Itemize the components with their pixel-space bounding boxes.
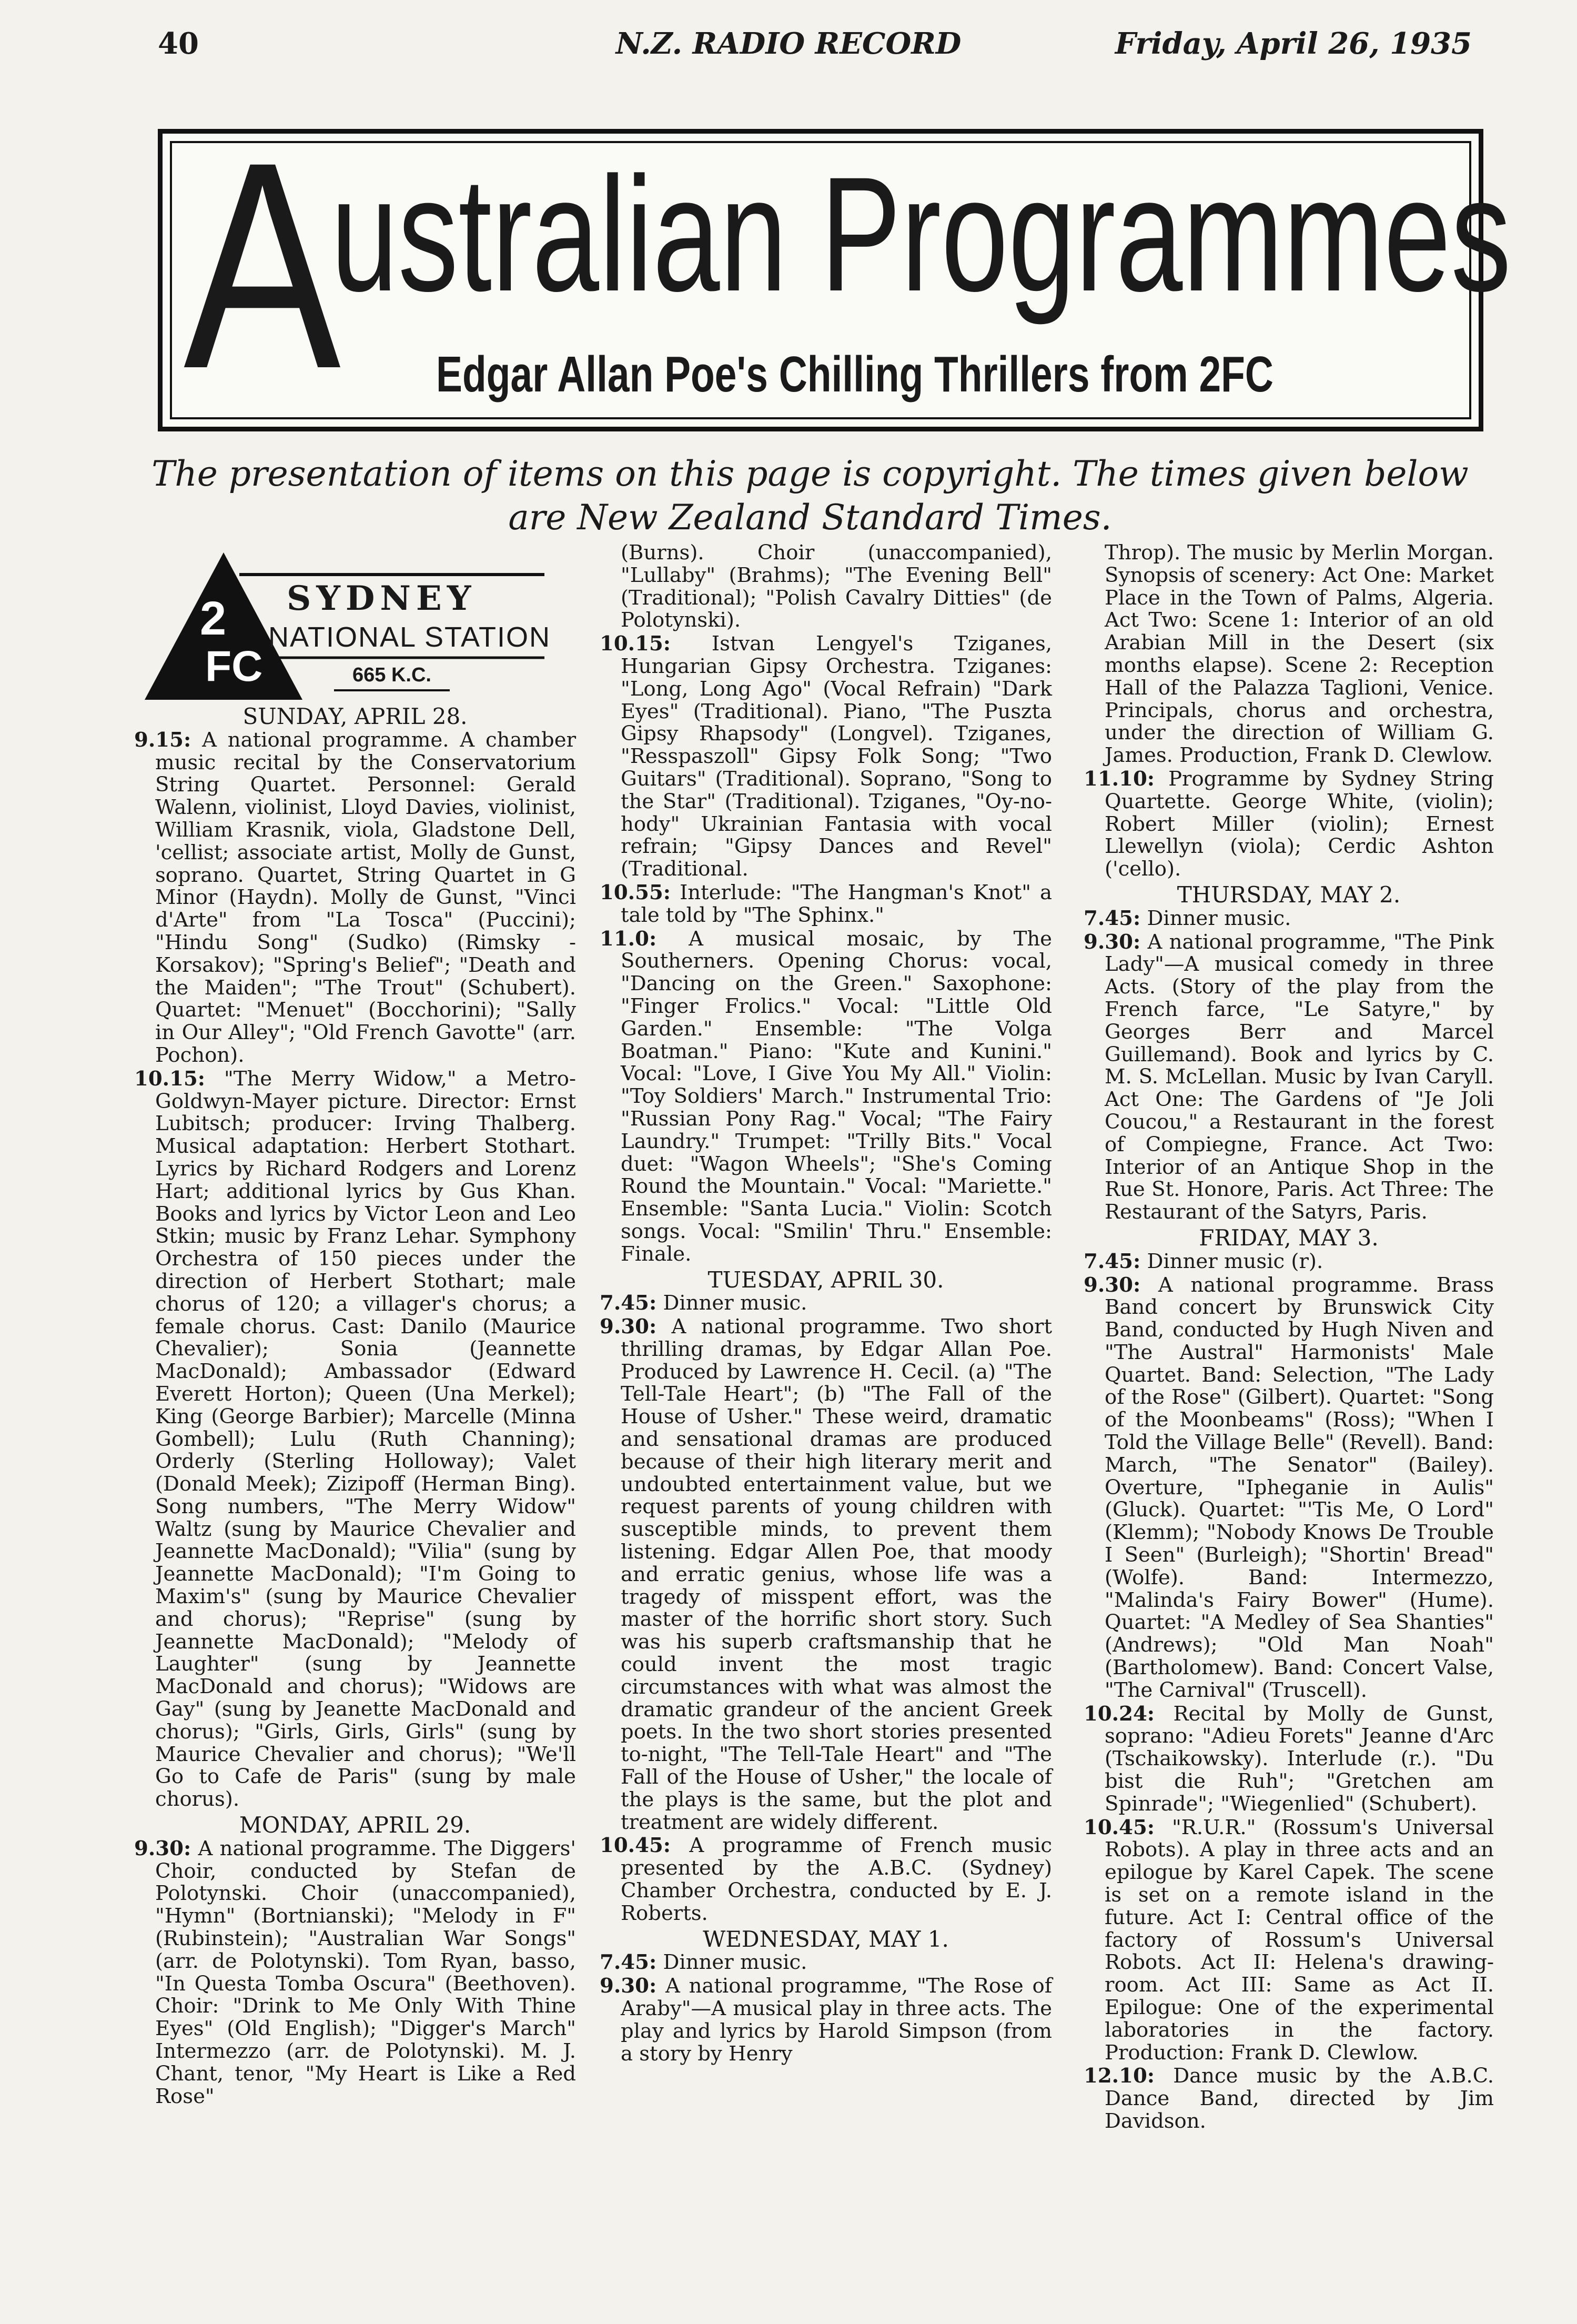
- station-logo: [134, 547, 576, 705]
- programme-text: A national programme. Brass Band concert by Brunswick City Band, conducted by Hugh Niven and "The Austral" Harmonists' Male Quartet. Band: Selection, "The Lady of the Rose" (Gilbert). Quartet: "Song of the Moonbeams" (Ross); "When I Told the Village Belle" (Revell). Band: March, "The Senator" (Bailey). Overture, "Ipheganie in Aulis" (Gluck). Quartet: "'Tis Me, O Lord" (Klemm); "Nobody Knows De Trouble I Seen" (Burleigh); "Shortin' Bread" (Wolfe). Band: Intermezzo, "Malinda's Fairy Bower" (Hume). Quartet: "A Medley of Sea Shanties" (Andrews); "Old Man Noah" (Bartholomew). Band: Concert Valse, "The Carnival" (Truscell).: [1105, 1273, 1494, 1702]
- programme-entry: [600, 1835, 1052, 1925]
- programme-text: Dance music by the A.B.C. Dance Band, directed by Jim Davidson.: [1105, 2064, 1494, 2133]
- programme-entry: [1084, 2065, 1494, 2132]
- programme-continuation: [600, 542, 1052, 632]
- programme-time: 10.15:: [600, 632, 671, 656]
- column-2: [600, 542, 1052, 2066]
- programme-text: Dinner music.: [663, 1950, 807, 1975]
- programme-time: 9.30:: [134, 1836, 191, 1860]
- day-heading: MONDAY, APRIL 29.: [239, 1812, 471, 1838]
- programme-text: A national programme. A chamber music recital by the Conservatorium String Quartet. Personnel: Gerald Walenn, violinist, Lloyd Davies, violinist, William Krasnik, viola, Gladstone Dell, 'cellist; associate artist, Molly de Gunst, soprano. Quartet, String Quartet in G Minor (Haydn). Molly de Gunst, "Vinci d'Arte" from "La Tosca" (Puccini); "Hindu Song" (Sudko) (Rimsky - Korsakov); "Spring's Belief"; "Death and the Maiden"; "The Trout" (Schubert). Quartet: "Menuet" (Bocchorini); "Sally in Our Alley"; "Old French Gavotte" (arr. Pochon).: [155, 728, 577, 1067]
- banner-title: ustralian Programmes: [331, 143, 1511, 325]
- programme-text: Programme by Sydney String Quartette. George White, (violin); Robert Miller (violin); Ernest Llewellyn (viola); Cerdic Ashton ('cello).: [1105, 767, 1494, 881]
- programme-text: Dinner music (r).: [1147, 1249, 1323, 1273]
- programme-time: 10.45:: [600, 1834, 671, 1858]
- banner-big-letter: A: [184, 100, 341, 430]
- programme-time: 10.45:: [1084, 1815, 1155, 1839]
- programme-entry: [600, 928, 1052, 1266]
- programme-entry: [134, 1838, 576, 2108]
- programme-entry: [1084, 908, 1494, 930]
- programme-time: 12.10:: [1084, 2064, 1155, 2088]
- programme-text: Interlude: "The Hangman's Knot" a tale told by "The Sphinx.": [621, 880, 1052, 927]
- programme-text: "The Merry Widow," a Metro-Goldwyn-Mayer picture. Director: Ernst Lubitsch; producer: Irving Thalberg. Musical adaptation: Herbert Stothart. Lyrics by Richard Rodgers and Lorenz Hart; additional lyrics by Gus Khan. Books and lyrics by Victor Leon and Leo Stkin; music by Franz Lehar. Symphony Orchestra of 150 pieces under the direction of Herbert Stothart; male chorus of 120; a villager's chorus; a female chorus. Cast: Danilo (Maurice Chevalier); Sonia (Jeannette MacDonald); Ambassador (Edward Everett Horton); Queen (Una Merkel); King (George Barbier); Marcelle (Minna Gombell); Lulu (Ruth Channing); Orderly (Sterling Holloway); Valet (Donald Meek); Zizipoff (Herman Bing). Song numbers, "The Merry Widow" Waltz (sung by Maurice Chevalier and Jeannette MacDonald); "Vilia" (sung by Jeannette MacDonald); "I'm Going to Maxim's" (sung by Maurice Chevalier and chorus); "Reprise" (sung by Jeannette MacDonald); "Melody of Laughter" (sung by Jeannette MacDonald and chorus); "Widows are Gay" (sung by Jeanette MacDonald and chorus); "Girls, Girls, Girls" (sung by Maurice Chevalier and chorus); "We'll Go to Cafe de Paris" (sung by male chorus).: [155, 1067, 577, 1812]
- programme-text: A musical mosaic, by The Southerners. Opening Chorus: vocal, "Dancing on the Green." Saxophone: "Finger Frolics." Vocal: "Little Old Garden." Ensemble: "The Volga Boatman." Piano: "Kute and Kunini." Vocal: "Love, I Give You My All." Violin: "Toy Soldiers' March." Instrumental Trio: "Russian Pony Rag." Vocal; "The Fairy Laundry." Trumpet: "Trilly Bits." Vocal duet: "Wagon Wheels"; "She's Coming Round the Mountain." Vocal: "Mariette." Ensemble: "Santa Lucia." Violin: Scotch songs. Vocal: "Smilin' Thru." Ensemble: Finale.: [621, 927, 1052, 1266]
- programme-entry: [600, 1316, 1052, 1834]
- programme-entry: [1084, 1274, 1494, 1702]
- logo-call-number: 2: [200, 592, 227, 645]
- programme-entry: [134, 1068, 576, 1811]
- programme-entry: [1084, 1703, 1494, 1816]
- programme-time: 9.15:: [134, 728, 191, 752]
- programme-text: A national programme, "The Rose of Araby"—A musical play in three acts. The play and lyrics by Harold Simpson (from a story by Henry: [621, 1974, 1053, 2066]
- programme-time: 7.45:: [600, 1950, 657, 1975]
- programme-time: 11.0:: [600, 927, 657, 951]
- programme-text: A national programme. The Diggers' Choir, conducted by Stefan de Polotynski. Choir (unaccompanied), "Hymn" (Bortnianski); "Melody in F" (Rubinstein); "Australian War Songs" (arr. de Polotynski). Tom Ryan, basso, "In Questa Tomba Oscura" (Beethoven). Choir: "Drink to Me Only With Thine Eyes" (Old English); "Digger's March" Intermezzo (arr. de Polotynski). M. J. Chant, tenor, "My Heart is Like a Red Rose": [155, 1836, 577, 2108]
- day-heading: THURSDAY, MAY 2.: [1177, 881, 1401, 908]
- logo-station-name: SYDNEY: [287, 579, 477, 618]
- programme-entry: [1084, 931, 1494, 1224]
- programme-time: 7.45:: [1084, 1249, 1141, 1273]
- programme-entry: [1084, 768, 1494, 881]
- programme-entry: [600, 882, 1052, 927]
- programme-entry: [134, 729, 576, 1067]
- copyright-note: The presentation of items on this page is copyright. The times given below are New Zealand Standard Times.: [151, 454, 1469, 538]
- programme-time: 7.45:: [1084, 906, 1141, 930]
- programme-time: 9.30:: [600, 1974, 657, 1998]
- programme-entry: [600, 1292, 1052, 1315]
- programme-time: 9.30:: [600, 1315, 657, 1339]
- day-heading: TUESDAY, APRIL 30.: [707, 1266, 944, 1293]
- title-banner: [158, 100, 1511, 431]
- programme-entry: [600, 633, 1052, 881]
- publication-title: N.Z. RADIO RECORD: [615, 26, 962, 61]
- programme-text: Throp). The music by Merlin Morgan. Synopsis of scenery: Act One: Market Place in the Town of Palms, Algeria. Act Two: Scene 1: Interior of an old Arabian Mill in the Desert (six months elapse). Scene 2: Reception Hall of the Palazza Taglioni, Venice. Principals, chorus and orchestra, under the direction of William G. James. Production, Frank D. Clewlow.: [1105, 541, 1494, 768]
- column-3: [1084, 542, 1494, 2134]
- programme-text: "R.U.R." (Rossum's Universal Robots). A play in three acts and an epilogue by Karel Capek. The scene is set on a remote island in the future. Act I: Central office of the factory of Rossum's Universal Robots. Act II: Helena's drawing-room. Act III: Same as Act II. Epilogue: One of the experimental laboratories in the factory. Production: Frank D. Clewlow.: [1105, 1815, 1494, 2065]
- logo-station-subtitle: NATIONAL STATION: [268, 621, 551, 653]
- programme-time: 10.24:: [1084, 1702, 1155, 1726]
- programme-text: Recital by Molly de Gunst, soprano: "Adieu Forets" Jeanne d'Arc (Tschaikowsky). Interlude (r.). "Du bist die Ruh"; "Gretchen am Spinrade"; "Wiegenlied" (Schubert).: [1105, 1702, 1494, 1816]
- programme-text: A programme of French music presented by the A.B.C. (Sydney) Chamber Orchestra, conducted by E. J. Roberts.: [621, 1834, 1053, 1925]
- programme-time: 9.30:: [1084, 1273, 1141, 1297]
- logo-call-letters: FC: [205, 642, 263, 690]
- programme-time: 7.45:: [600, 1291, 657, 1315]
- banner-subtitle: Edgar Allan Poe's Chilling Thrillers from 2FC: [436, 346, 1273, 403]
- programme-time: 10.55:: [600, 880, 671, 904]
- programme-text: Istvan Lengyel's Tziganes, Hungarian Gipsy Orchestra. Tziganes: "Long, Long Ago" (Vocal Refrain) "Dark Eyes" (Traditional). Piano, "The Puszta Gipsy Rhapsody" (Longvel). Tziganes, "Resspaszoll" Gipsy Folk Song; "Two Guitars" (Traditional). Soprano, "Song to the Star" (Traditional). Tziganes, "Oy-no-hody" Ukrainian Fantasia with vocal refrain; "Gipsy Dances and Revel" (Traditional.: [621, 632, 1053, 881]
- programme-text: A national programme. Two short thrilling dramas, by Edgar Allan Poe. Produced by Lawrence H. Cecil. (a) "The Tell-Tale Heart"; (b) "The Fall of the House of Usher." These weird, dramatic and sensational dramas are produced because of their high literary merit and undoubted entertainment value, but we request parents of young children with susceptible minds, to prevent them listening. Edgar Allen Poe, that moody and erratic genius, whose life was a tragedy of misspent effort, was the master of the horrific short story. Such was his superb craftsmanship that he could invent the most tragic circumstances with what was almost the dramatic grandeur of the ancient Greek poets. In the two short stories presented to-night, "The Tell-Tale Heart" and "The Fall of the House of Usher," the locale of the plays is the same, but the plot and treatment are widely different.: [621, 1315, 1053, 1834]
- programme-entry: [1084, 1251, 1494, 1273]
- programme-time: 9.30:: [1084, 930, 1141, 954]
- page-number: 40: [158, 26, 199, 61]
- programme-text: Dinner music.: [663, 1291, 807, 1315]
- programme-entry: [600, 1951, 1052, 1974]
- programme-text: A national programme, "The Pink Lady"—A musical comedy in three Acts. (Story of the play from the French farce, "Le Satyre," by Georges Berr and Marcel Guillemand). Book and lyrics by C. M. S. McLellan. Music by Ivan Caryll. Act One: The Gardens of "Je Joli Coucou," a Restaurant in the forest of Compiegne, France. Act Two: Interior of an Antique Shop in the Rue St. Honore, Paris. Act Three: The Restaurant of the Satyrs, Paris.: [1105, 930, 1494, 1224]
- column-1: [134, 702, 576, 2109]
- issue-date: Friday, April 26, 1935: [1115, 26, 1472, 61]
- programme-time: 11.10:: [1084, 767, 1155, 791]
- programme-continuation: [1084, 542, 1494, 767]
- day-heading: WEDNESDAY, MAY 1.: [703, 1926, 949, 1952]
- programme-entry: [1084, 1817, 1494, 2065]
- programme-text: Dinner music.: [1147, 906, 1291, 930]
- day-heading: FRIDAY, MAY 3.: [1199, 1224, 1379, 1251]
- programme-entry: [600, 1975, 1052, 2065]
- programme-time: 10.15:: [134, 1067, 206, 1091]
- logo-frequency: 665 K.C.: [352, 664, 431, 686]
- programme-text: (Burns). Choir (unaccompanied), "Lullaby" (Brahms); "The Evening Bell" (Traditional); "Polish Cavalry Ditties" (de Polotynski).: [621, 541, 1052, 632]
- day-heading: SUNDAY, APRIL 28.: [242, 703, 468, 729]
